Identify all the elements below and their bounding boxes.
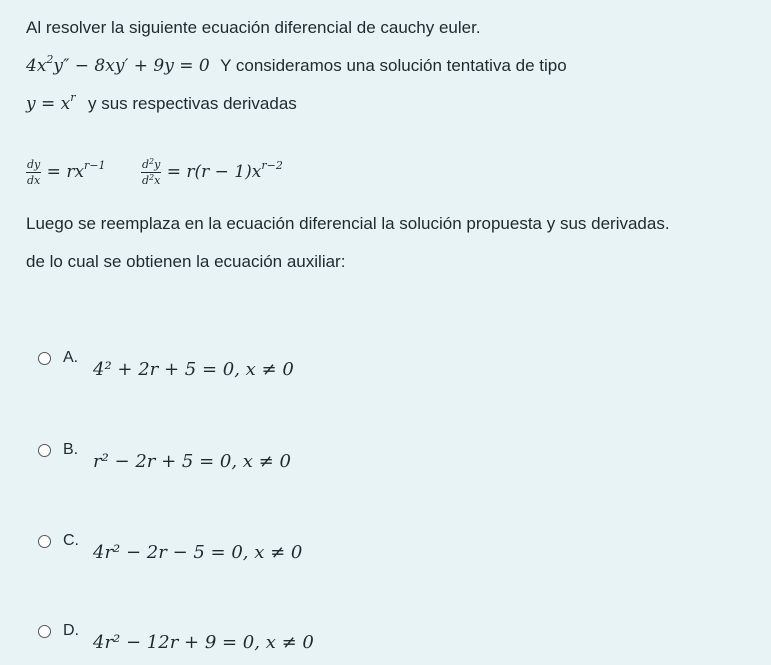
option-b-letter: B. [63, 441, 79, 458]
option-d[interactable] [38, 622, 314, 653]
second-derivative: $\frac{d^2y}{d^2x}$ = $r(r - 1)x^{r-2}$ [141, 157, 283, 187]
question-line-3-text: y sus respectivas derivadas [87, 94, 297, 113]
question-line-3 [26, 91, 297, 114]
option-d-radio[interactable] [38, 625, 51, 638]
option-c-letter: C. [63, 532, 79, 549]
question-line-4: Luego se reemplaza en la ecuación diferencial la solución propuesta y sus derivadas. [26, 214, 670, 233]
question-line-2-text: Y consideramos una solución tentativa de tipo [220, 56, 567, 75]
option-d-letter: D. [63, 622, 79, 639]
differential-equation: $4x^2y'' - 8xy' + 9y = 0$ [26, 53, 210, 76]
tentative-solution: $y = x^r$ [26, 91, 76, 114]
option-b-radio[interactable] [38, 444, 51, 457]
option-d-equation: 4r² − 12r + 9 = 0, x ≠ 0 [93, 632, 314, 653]
first-derivative: $\frac{dy}{dx}$ = $rx^{r-1}$ [27, 158, 106, 187]
option-c-equation: 4r² − 2r − 5 = 0, x ≠ 0 [93, 542, 303, 563]
option-a-letter: A. [63, 349, 79, 366]
option-b[interactable] [38, 441, 291, 472]
question-line-1: Al resolver la siguiente ecuación diferencial de cauchy euler. [26, 18, 481, 37]
option-a-radio[interactable] [38, 352, 51, 365]
derivatives [26, 158, 283, 187]
option-a-equation: 4² + 2r + 5 = 0, x ≠ 0 [93, 359, 294, 380]
option-c[interactable] [38, 532, 302, 563]
question-line-5: de lo cual se obtienen la ecuación auxiliar: [26, 252, 346, 271]
question-line-2 [26, 53, 567, 76]
option-b-equation: r² − 2r + 5 = 0, x ≠ 0 [93, 451, 291, 472]
option-c-radio[interactable] [38, 535, 51, 548]
option-a[interactable] [38, 349, 294, 380]
